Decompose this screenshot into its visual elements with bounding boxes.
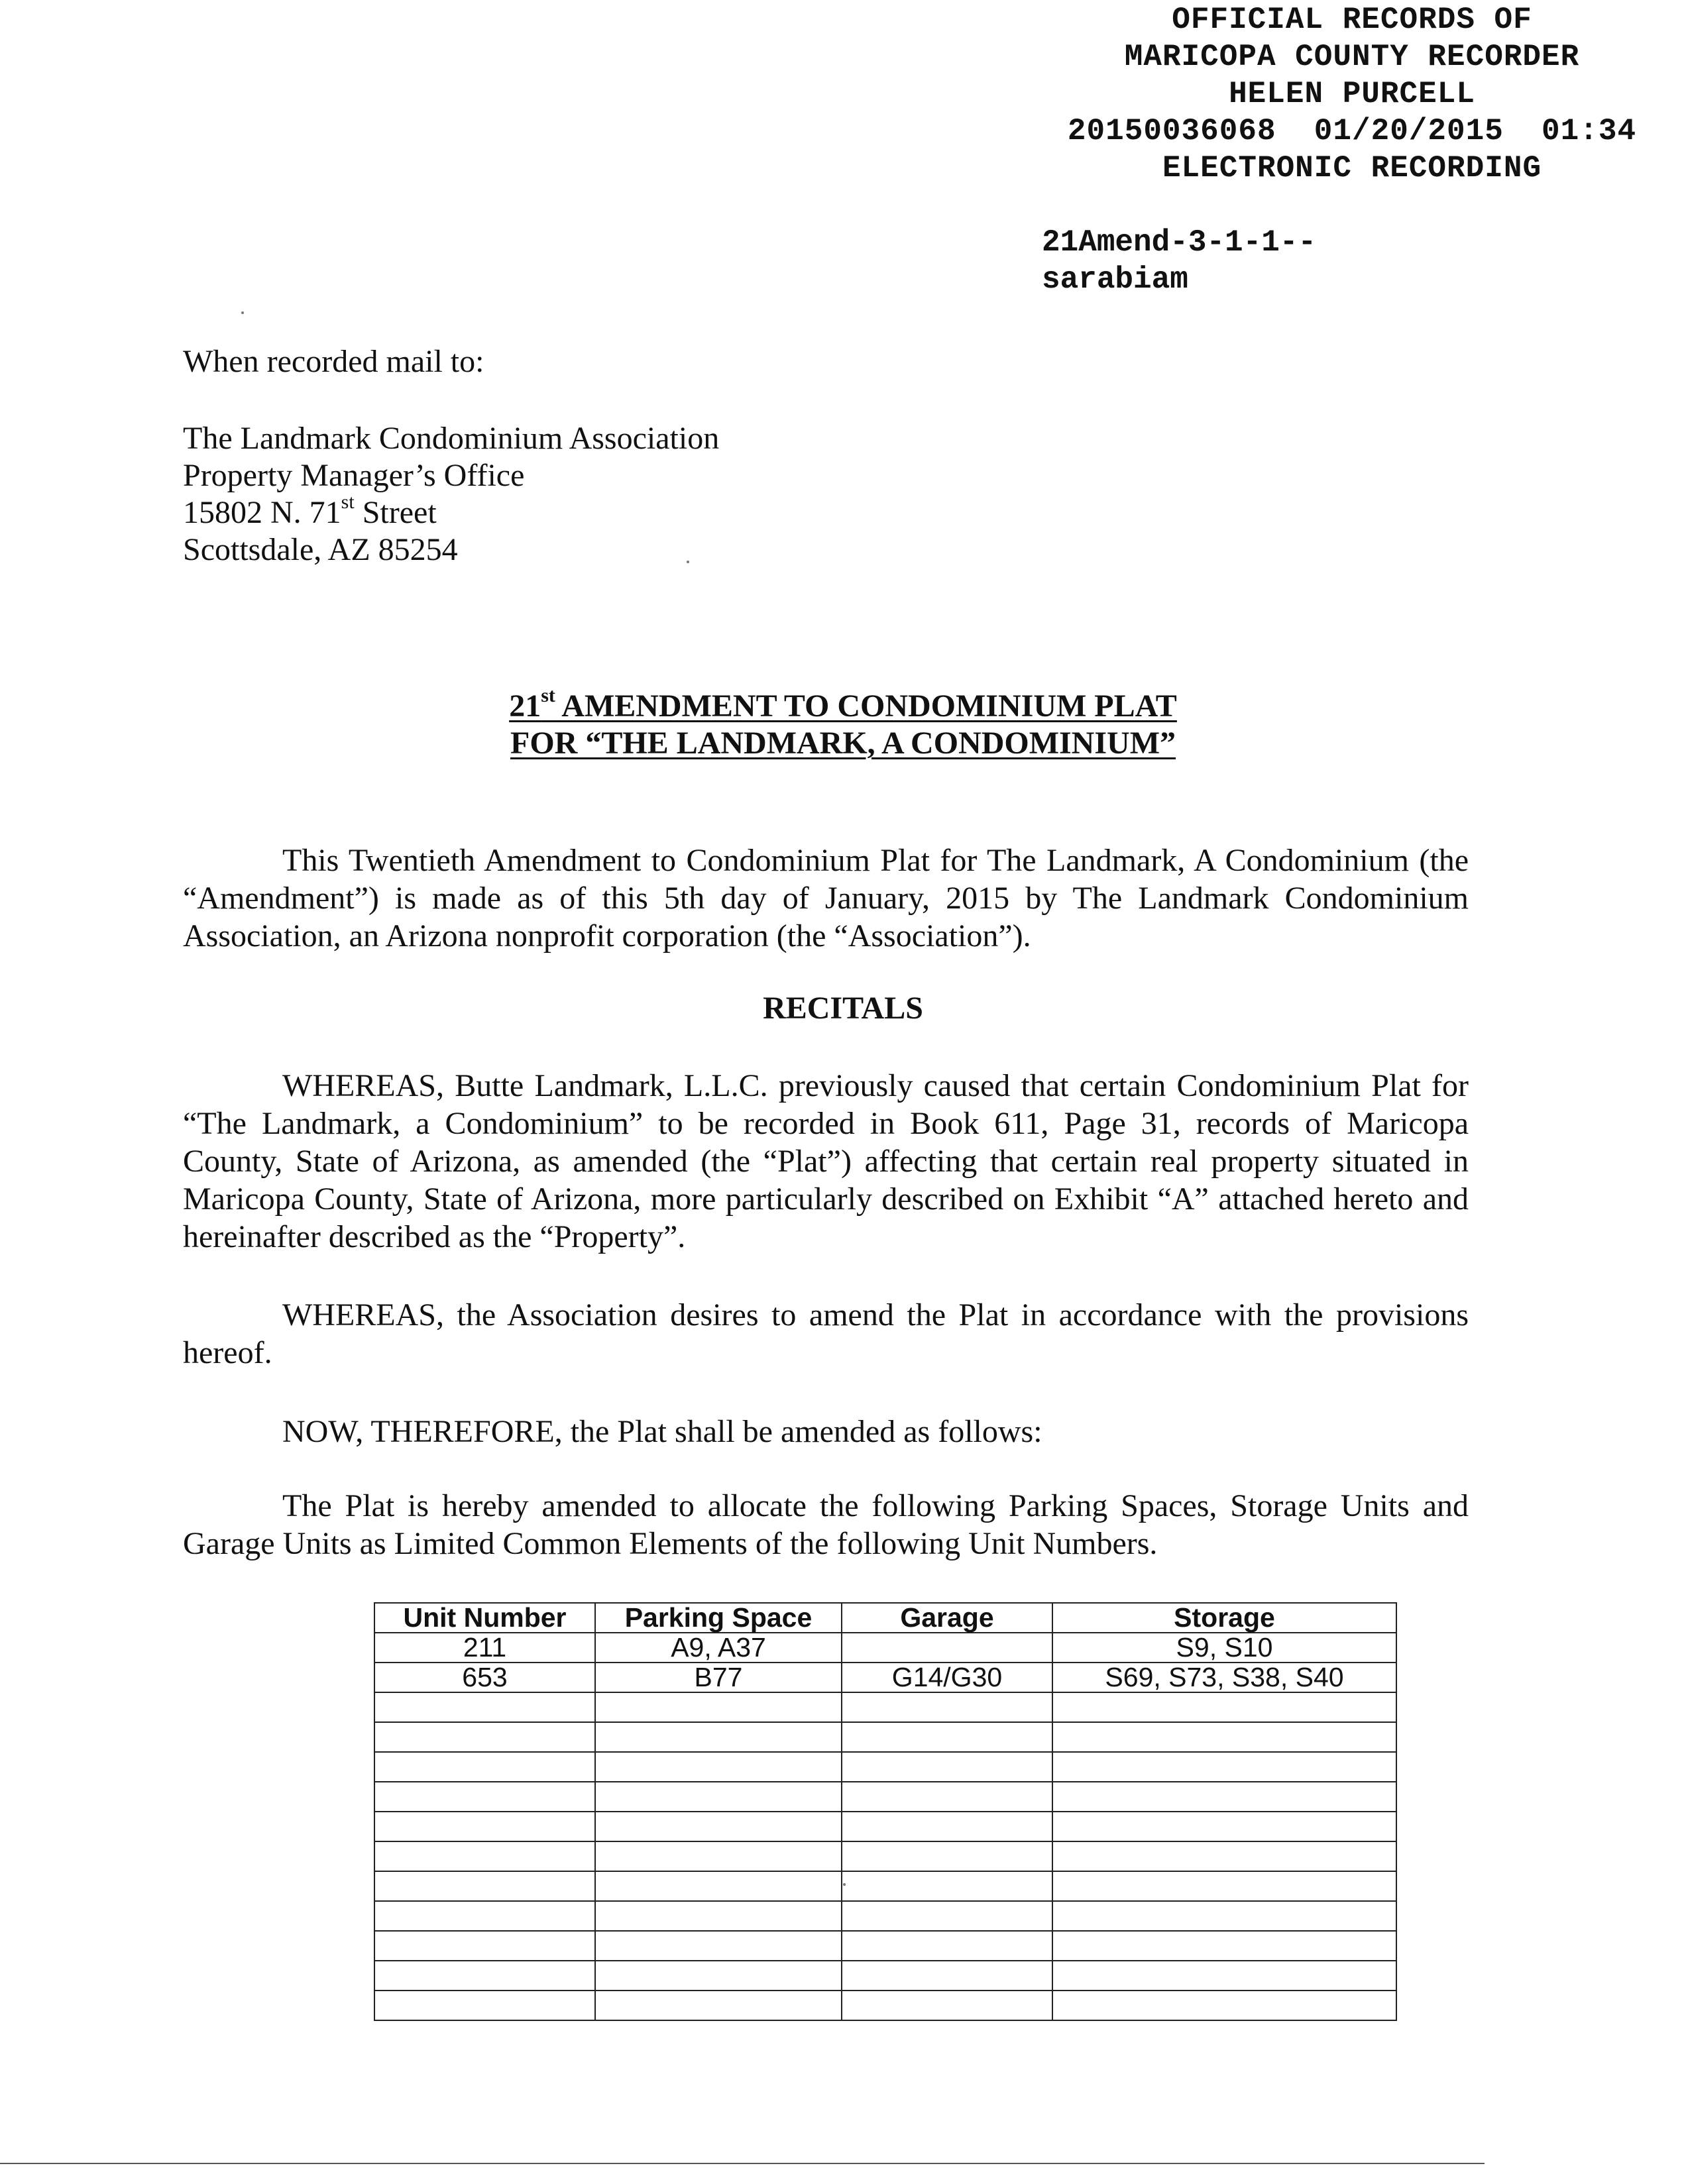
table-row bbox=[374, 1812, 1396, 1841]
table-row bbox=[374, 1961, 1396, 1991]
cell-storage bbox=[1052, 1752, 1396, 1782]
table-row bbox=[374, 1633, 1396, 1663]
cell-unit-number bbox=[374, 1931, 595, 1961]
cell-unit-number bbox=[374, 1722, 595, 1752]
address-street-suffix: Street bbox=[354, 495, 437, 530]
cell-parking-space bbox=[595, 1692, 842, 1722]
intro-paragraph: This Twentieth Amendment to Condominium Plat for The Landmark, A Condominium (the “Amendment”) is made as of this 5th day of January, 2015 by The Landmark Condominium Association, an Arizona nonprofit corporation (the “Association”). bbox=[183, 843, 1469, 954]
cell-storage bbox=[1052, 1812, 1396, 1841]
cell-garage bbox=[842, 1722, 1052, 1752]
cell-unit-number: 211 bbox=[374, 1633, 595, 1663]
recording-time: 01:34 bbox=[1542, 114, 1637, 148]
cell-garage bbox=[842, 1961, 1052, 1991]
cell-parking-space: B77 bbox=[595, 1663, 842, 1692]
address-line-1: The Landmark Condominium Association bbox=[183, 421, 720, 456]
table-row bbox=[374, 1782, 1396, 1812]
cell-garage: G14/G30 bbox=[842, 1663, 1052, 1692]
column-header-parking-space: Parking Space bbox=[595, 1603, 842, 1633]
cell-storage bbox=[1052, 1991, 1396, 2020]
document-title bbox=[0, 684, 1686, 762]
cell-storage bbox=[1052, 1901, 1396, 1931]
table-row bbox=[374, 1991, 1396, 2020]
cell-garage bbox=[842, 1812, 1052, 1841]
cell-unit-number bbox=[374, 1961, 595, 1991]
cell-storage bbox=[1052, 1841, 1396, 1871]
table-header-row bbox=[374, 1603, 1396, 1633]
cell-parking-space bbox=[595, 1812, 842, 1841]
cell-unit-number bbox=[374, 1692, 595, 1722]
amendment-paragraph: The Plat is hereby amended to allocate the following Parking Spaces, Storage Units and Garage Units as Limited Common Elements of the following Unit Numbers. bbox=[183, 1488, 1469, 1561]
cell-garage bbox=[842, 1871, 1052, 1901]
cell-parking-space: A9, A37 bbox=[595, 1633, 842, 1663]
address-line-2: Property Manager’s Office bbox=[183, 458, 525, 493]
cell-parking-space bbox=[595, 1752, 842, 1782]
stamp-line-4 bbox=[1021, 113, 1683, 150]
recording-code-line-2: sarabiam bbox=[1042, 262, 1188, 297]
allocation-table bbox=[374, 1602, 1397, 2021]
table-row bbox=[374, 1901, 1396, 1931]
cell-garage bbox=[842, 1901, 1052, 1931]
stamp-line-2: MARICOPA COUNTY RECORDER bbox=[1124, 40, 1580, 74]
cell-garage bbox=[842, 1841, 1052, 1871]
cell-unit-number bbox=[374, 1901, 595, 1931]
mail-to-label: When recorded mail to: bbox=[183, 344, 484, 379]
cell-storage bbox=[1052, 1692, 1396, 1722]
footer-rule bbox=[0, 2163, 1485, 2164]
cell-storage: S69, S73, S38, S40 bbox=[1052, 1663, 1396, 1692]
cell-unit-number bbox=[374, 1841, 595, 1871]
cell-unit-number: 653 bbox=[374, 1663, 595, 1692]
mail-to-address bbox=[183, 420, 719, 569]
scan-speck bbox=[241, 311, 244, 314]
recording-date: 01/20/2015 bbox=[1314, 114, 1504, 148]
recital-paragraph-2: WHEREAS, the Association desires to amend the Plat in accordance with the provisions hereof. bbox=[183, 1297, 1469, 1370]
cell-garage bbox=[842, 1752, 1052, 1782]
cell-storage bbox=[1052, 1782, 1396, 1812]
cell-parking-space bbox=[595, 1782, 842, 1812]
scan-speck bbox=[687, 561, 689, 563]
title-line-2: FOR “THE LANDMARK, A CONDOMINIUM” bbox=[510, 726, 1176, 761]
title-number: 21 bbox=[509, 688, 541, 724]
table-row bbox=[374, 1841, 1396, 1871]
address-line-3 bbox=[183, 491, 719, 531]
cell-unit-number bbox=[374, 1752, 595, 1782]
recital-paragraph-1: WHEREAS, Butte Landmark, L.L.C. previously caused that certain Condominium Plat for “The Landmark, a Condominium” to be recorded in Book 611, Page 31, records of Maricopa County, State of Arizona, as amended (the “Plat”) affecting that certain real property situated in Maricopa County, State of Arizona, more particularly described on Exhibit “A” attached hereto and hereinafter described as the “Property”. bbox=[183, 1068, 1469, 1254]
stamp-line-5: ELECTRONIC RECORDING bbox=[1162, 151, 1542, 186]
cell-storage bbox=[1052, 1722, 1396, 1752]
stamp-line-3: HELEN PURCELL bbox=[1229, 77, 1475, 111]
address-street-number: 15802 N. 71 bbox=[183, 495, 341, 530]
address-ordinal: st bbox=[341, 491, 355, 513]
stamp-line-1: OFFICIAL RECORDS OF bbox=[1172, 3, 1532, 37]
cell-parking-space bbox=[595, 1991, 842, 2020]
table-row bbox=[374, 1692, 1396, 1722]
title-line-1 bbox=[0, 684, 1686, 725]
cell-garage bbox=[842, 1782, 1052, 1812]
cell-storage bbox=[1052, 1961, 1396, 1991]
cell-garage bbox=[842, 1633, 1052, 1663]
cell-parking-space bbox=[595, 1931, 842, 1961]
now-therefore-paragraph: NOW, THEREFORE, the Plat shall be amended as follows: bbox=[282, 1414, 1042, 1449]
table-row bbox=[374, 1871, 1396, 1901]
document-number: 20150036068 bbox=[1067, 114, 1276, 148]
table-row bbox=[374, 1752, 1396, 1782]
cell-garage bbox=[842, 1991, 1052, 2020]
title-ordinal: st bbox=[541, 684, 555, 706]
cell-unit-number bbox=[374, 1812, 595, 1841]
table-row bbox=[374, 1931, 1396, 1961]
cell-parking-space bbox=[595, 1961, 842, 1991]
cell-garage bbox=[842, 1931, 1052, 1961]
address-line-4: Scottsdale, AZ 85254 bbox=[183, 532, 458, 567]
cell-unit-number bbox=[374, 1782, 595, 1812]
table-row bbox=[374, 1663, 1396, 1692]
column-header-unit-number: Unit Number bbox=[374, 1603, 595, 1633]
recitals-heading: RECITALS bbox=[763, 991, 923, 1026]
recording-code-line-1: 21Amend-3-1-1-- bbox=[1042, 225, 1317, 260]
cell-unit-number bbox=[374, 1871, 595, 1901]
cell-parking-space bbox=[595, 1871, 842, 1901]
cell-parking-space bbox=[595, 1841, 842, 1871]
table-row bbox=[374, 1722, 1396, 1752]
cell-parking-space bbox=[595, 1901, 842, 1931]
cell-storage bbox=[1052, 1871, 1396, 1901]
cell-garage bbox=[842, 1692, 1052, 1722]
scan-speck bbox=[843, 1883, 846, 1886]
column-header-storage: Storage bbox=[1052, 1603, 1396, 1633]
title-text: AMENDMENT TO CONDOMINIUM PLAT bbox=[555, 688, 1177, 724]
cell-unit-number bbox=[374, 1991, 595, 2020]
column-header-garage: Garage bbox=[842, 1603, 1052, 1633]
recording-stamp bbox=[1021, 1, 1683, 187]
cell-storage bbox=[1052, 1931, 1396, 1961]
cell-storage: S9, S10 bbox=[1052, 1633, 1396, 1663]
cell-parking-space bbox=[595, 1722, 842, 1752]
recording-code bbox=[1042, 224, 1316, 298]
